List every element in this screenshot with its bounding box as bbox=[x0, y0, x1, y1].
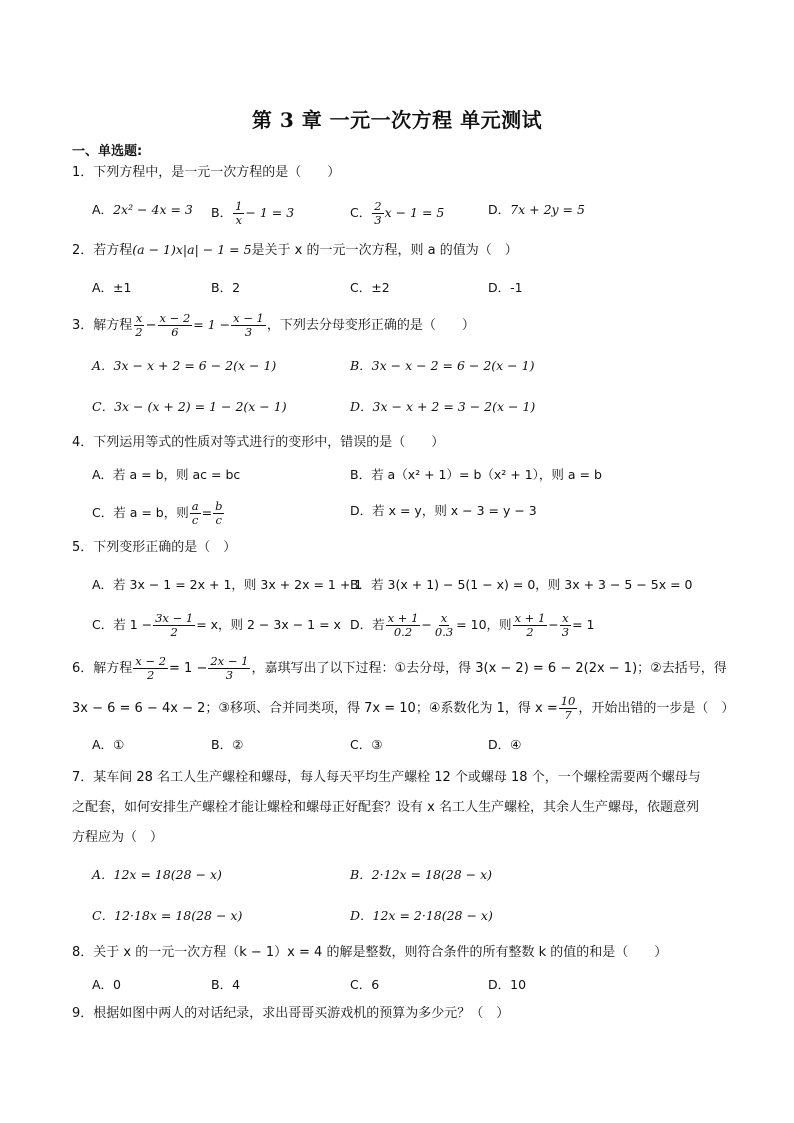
question-4-option-b: B．若 a（x² + 1）= b（x² + 1），则 a = b bbox=[350, 467, 602, 482]
fraction: $\frac{x + 1}{0.2}$ bbox=[387, 611, 419, 639]
question-1-option-c: C． $\frac{2}{3}$ x − 1 = 5 bbox=[350, 199, 445, 227]
question-3-option-c: C．3x − (x + 2) = 1 − 2(x − 1) bbox=[92, 399, 287, 414]
question-4-option-d: D．若 x = y，则 x − 3 = y − 3 bbox=[350, 503, 537, 518]
question-1-option-a: A．2x² − 4x = 3 bbox=[92, 202, 193, 217]
question-1-option-b: B． $\frac{1}{x}$ − 1 = 3 bbox=[211, 199, 295, 227]
question-4-option-c: C．若 a = b，则 $\frac{a}{c}$ = $\frac{b}{c}$ bbox=[92, 499, 223, 527]
question-5-stem: 5．下列变形正确的是（ ） bbox=[72, 540, 237, 555]
question-7-option-d: D．12x = 2·18(28 − x) bbox=[350, 908, 493, 923]
question-8-option-b: B．4 bbox=[211, 977, 241, 992]
fraction: $\frac{a}{c}$ bbox=[191, 499, 199, 527]
fraction: $\frac{10}{7}$ bbox=[560, 694, 576, 722]
question-2-option-a: A．±1 bbox=[92, 280, 132, 295]
question-6-stem-line1: 6．解方程 $\frac{x - 2}{2}$ = 1 − $\frac{2x - 1}{3}$ ，嘉琪写出了以下过程：①去分母，得 3(x − 2) = 6 − 2(2x − 1)；②去括号，得 bbox=[72, 654, 727, 682]
question-6-option-b: B．② bbox=[211, 737, 244, 752]
question-2-option-b: B．2 bbox=[211, 280, 241, 295]
question-4-stem: 4．下列运用等式的性质对等式进行的变形中，错误的是（ ） bbox=[72, 435, 445, 450]
question-5-option-b: B．若 3(x + 1) − 5(1 − x) = 0，则 3x + 3 − 5 − 5x = 0 bbox=[350, 577, 693, 592]
question-3-option-d: D．3x − x + 2 = 3 − 2(x − 1) bbox=[350, 399, 536, 414]
fraction: $\frac{x}{2}$ bbox=[135, 311, 143, 339]
section-heading: 一、单选题: bbox=[72, 144, 143, 159]
question-8-option-a: A．0 bbox=[92, 977, 122, 992]
question-8-option-d: D．10 bbox=[488, 977, 527, 992]
question-7-stem: 7．某车间 28 名工人生产螺栓和螺母，每人每天平均生产螺栓 12 个或螺母 18 个，一个螺栓需要两个螺母与之配套，如何安排生产螺栓才能让螺栓和螺母正好配套？设有 x 名工人生产螺栓，其余人生产螺母，依题意列方程应为（ ） bbox=[72, 770, 701, 845]
question-2-option-d: D．-1 bbox=[488, 280, 523, 295]
question-5-option-a: A．若 3x − 1 = 2x + 1，则 3x + 2x = 1 + 1 bbox=[92, 577, 363, 592]
question-5-option-d: D．若 $\frac{x + 1}{0.2}$ − $\frac{x}{0.3}$ = 10，则 $\frac{x + 1}{2}$ − $\frac{x}{3}$ = 1 bbox=[350, 611, 595, 639]
question-3-option-a: A．3x − x + 2 = 6 − 2(x − 1) bbox=[92, 358, 277, 373]
question-8-option-c: C．6 bbox=[350, 977, 380, 992]
question-3-stem: 3．解方程 $\frac{x}{2}$ − $\frac{x - 2}{6}$ = 1 − $\frac{x - 1}{3}$ ，下列去分母变形正确的是（ ） bbox=[72, 311, 475, 339]
fraction: $\frac{x}{0.3}$ bbox=[434, 611, 454, 639]
page-title: 第 3 章 一元一次方程 单元测试 bbox=[251, 108, 543, 132]
question-7-option-c: C．12·18x = 18(28 − x) bbox=[92, 908, 243, 923]
question-7-option-b: B．2·12x = 18(28 − x) bbox=[350, 867, 493, 882]
question-6-option-c: C．③ bbox=[350, 737, 383, 752]
fraction: $\frac{2}{3}$ bbox=[374, 199, 382, 227]
fraction: $\frac{x - 2}{6}$ bbox=[159, 311, 191, 339]
fraction: $\frac{x + 1}{2}$ bbox=[514, 611, 546, 639]
question-5-option-c: C．若 1 − $\frac{3x - 1}{2}$ = x，则 2 − 3x − 1 = x bbox=[92, 611, 341, 639]
question-8-stem: 8．关于 x 的一元一次方程（k − 1）x = 4 的解是整数，则符合条件的所有整数 k 的值的和是（ ） bbox=[72, 945, 668, 960]
fraction: $\frac{b}{c}$ bbox=[215, 499, 223, 527]
question-3-option-b: B．3x − x − 2 = 6 − 2(x − 1) bbox=[350, 358, 535, 373]
question-7-option-a: A．12x = 18(28 − x) bbox=[92, 867, 222, 882]
fraction: $\frac{x}{3}$ bbox=[561, 611, 570, 639]
question-6-option-d: D．④ bbox=[488, 737, 522, 752]
question-1-option-d: D．7x + 2y = 5 bbox=[488, 202, 585, 217]
fraction: $\frac{1}{x}$ bbox=[235, 199, 243, 227]
fraction: $\frac{3x - 1}{2}$ bbox=[155, 611, 194, 639]
question-6-option-a: A．① bbox=[92, 737, 125, 752]
question-6-stem-line2: 3x − 6 = 6 − 4x − 2；③移项、合并同类项，得 7x = 10；④系数化为 1，得 x = $\frac{10}{7}$ ，开始出错的一步是（ ） bbox=[72, 694, 735, 722]
question-2-stem: 2．若方程(a − 1)x|a| − 1 = 5是关于 x 的一元一次方程，则 a 的值为（ ） bbox=[72, 242, 518, 258]
question-1-stem: 1．下列方程中，是一元一次方程的是（ ） bbox=[72, 165, 341, 180]
question-9-stem: 9．根据如图中两人的对话纪录，求出哥哥买游戏机的预算为多少元？（ ） bbox=[72, 1006, 510, 1021]
question-2-option-c: C．±2 bbox=[350, 280, 390, 295]
fraction: $\frac{2x - 1}{3}$ bbox=[210, 654, 249, 682]
fraction: $\frac{x - 1}{3}$ bbox=[233, 311, 264, 339]
fraction: $\frac{x - 2}{2}$ bbox=[135, 654, 167, 682]
question-4-option-a: A．若 a = b，则 ac = bc bbox=[92, 467, 241, 482]
